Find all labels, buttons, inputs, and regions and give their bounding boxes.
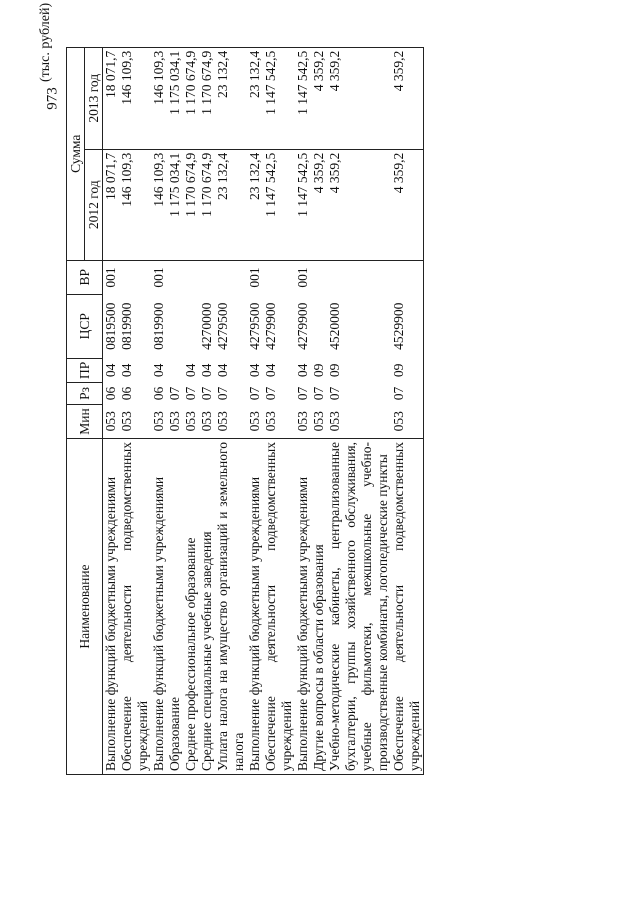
- cell-rz: 07: [327, 386, 342, 401]
- cell-y2013: 146 109,3: [119, 47, 151, 149]
- cell-pr: 04: [295, 363, 310, 378]
- cell-name: Выполнение функций бюджетными учреждениями: [295, 439, 311, 775]
- cell-csr: 4270000: [199, 302, 214, 350]
- cell-y2012: 23 132,4: [215, 149, 247, 260]
- cell-vr: [119, 260, 151, 294]
- cell-pr: 09: [327, 363, 342, 378]
- page-number: 973: [44, 87, 61, 110]
- cell-min: 053: [119, 411, 134, 432]
- cell-y2013: 1 147 542,5: [263, 47, 295, 149]
- cell-csr: 4279500: [247, 302, 262, 350]
- cell-rz: 07: [295, 386, 310, 401]
- header-pr: ПР: [67, 358, 103, 382]
- cell-y2013: 23 132,4: [215, 47, 247, 149]
- header-2013: 2013 год: [85, 47, 103, 149]
- cell-y2013: 1 170 674,9: [183, 47, 199, 149]
- table-row: [215, 47, 247, 774]
- cell-vr: 001: [247, 267, 262, 288]
- cell-rz: 07: [215, 386, 230, 401]
- cell-min: 053: [295, 411, 310, 432]
- table-row: [247, 47, 263, 774]
- cell-min: 053: [167, 411, 182, 432]
- cell-min: 053: [199, 411, 214, 432]
- cell-vr: [391, 260, 424, 294]
- cell-y2012: 146 109,3: [151, 149, 167, 260]
- cell-y2012: 1 170 674,9: [183, 149, 199, 260]
- cell-name: Обеспечение деятельности подведомственных учреждений: [263, 439, 295, 775]
- cell-min: 053: [151, 411, 166, 432]
- cell-csr: 4279900: [263, 302, 278, 350]
- table-row: [167, 47, 183, 774]
- table-row: [119, 47, 151, 774]
- cell-min: 053: [103, 411, 118, 432]
- cell-name: Учебно-методические кабинеты, централизованные бухгалтерии, группы хозяйственного обслуживания, учебные фильмотеки, межшкольные учебно-производственные комбинаты, логопедические пункты: [327, 439, 391, 775]
- cell-vr: [183, 260, 199, 294]
- cell-y2013: 18 071,7: [103, 47, 120, 149]
- cell-name: Средние специальные учебные заведения: [199, 439, 215, 775]
- cell-min: 053: [327, 411, 342, 432]
- cell-csr: [183, 294, 199, 358]
- cell-y2013: 146 109,3: [151, 47, 167, 149]
- cell-y2012: 18 071,7: [103, 149, 120, 260]
- units-label: (тыс. рублей): [38, 2, 53, 82]
- cell-name: Выполнение функций бюджетными учреждениями: [247, 439, 263, 775]
- cell-pr: 04: [263, 363, 278, 378]
- cell-y2012: 4 359,2: [327, 149, 391, 260]
- cell-name: Выполнение функций бюджетными учреждениями: [103, 439, 120, 775]
- cell-vr: [167, 260, 183, 294]
- cell-min: 053: [263, 411, 278, 432]
- cell-min: 053: [215, 411, 230, 432]
- cell-vr: 001: [103, 267, 118, 288]
- cell-csr: 4529900: [391, 294, 424, 358]
- cell-name: Среднее профессиональное образование: [183, 439, 199, 775]
- cell-rz: 07: [263, 386, 278, 401]
- cell-vr: [263, 260, 295, 294]
- table-row: [199, 47, 215, 774]
- cell-rz: 07: [167, 386, 182, 401]
- header-name: Наименование: [67, 439, 103, 775]
- cell-y2013: 1 170 674,9: [199, 47, 215, 149]
- cell-csr: [311, 294, 327, 358]
- cell-rz: 07: [247, 386, 262, 401]
- cell-y2012: 1 170 674,9: [199, 149, 215, 260]
- cell-y2013: 23 132,4: [247, 47, 263, 149]
- header-2012: 2012 год: [85, 149, 103, 260]
- table-row: [327, 47, 391, 774]
- cell-pr: 04: [199, 363, 214, 378]
- cell-csr: 0819900: [119, 302, 134, 350]
- cell-pr: 04: [119, 363, 134, 378]
- cell-y2013: 1 175 034,1: [167, 47, 183, 149]
- cell-y2012: 4 359,2: [311, 149, 327, 260]
- header-vr: ВР: [67, 260, 103, 294]
- cell-name: Образование: [167, 439, 183, 775]
- cell-y2012: 1 147 542,5: [295, 149, 311, 260]
- cell-csr: 4520000: [327, 302, 342, 350]
- cell-pr: 04: [103, 363, 118, 378]
- cell-pr: 09: [311, 363, 326, 378]
- cell-min: 053: [183, 411, 198, 432]
- cell-min: 053: [391, 405, 424, 439]
- cell-csr: 4279900: [295, 302, 310, 350]
- cell-min: 053: [311, 411, 326, 432]
- cell-pr: 04: [247, 363, 262, 378]
- cell-pr: 04: [183, 363, 198, 378]
- cell-name: Выполнение функций бюджетными учреждениями: [151, 439, 167, 775]
- cell-vr: [311, 260, 327, 294]
- cell-csr: 0819500: [103, 302, 118, 350]
- cell-pr: 04: [151, 363, 166, 378]
- header-sum: Сумма: [67, 47, 85, 260]
- cell-csr: [167, 294, 183, 358]
- cell-name: Обеспечение деятельности подведомственных учреждений: [391, 439, 424, 775]
- table-row: [151, 47, 167, 774]
- table-row: [183, 47, 199, 774]
- header-min: Мин: [67, 405, 103, 439]
- cell-y2013: 4 359,2: [391, 47, 424, 149]
- cell-rz: 06: [119, 386, 134, 401]
- cell-y2013: 1 147 542,5: [295, 47, 311, 149]
- table-body: [103, 47, 424, 774]
- cell-name: Другие вопросы в области образования: [311, 439, 327, 775]
- table-row: [295, 47, 311, 774]
- cell-y2013: 4 359,2: [327, 47, 391, 149]
- cell-vr: 001: [151, 267, 166, 288]
- cell-csr: 4279500: [215, 302, 230, 350]
- cell-rz: 07: [391, 383, 424, 405]
- cell-rz: 06: [151, 386, 166, 401]
- cell-vr: [199, 260, 215, 294]
- table-row: [103, 47, 120, 774]
- cell-vr: [327, 260, 391, 294]
- cell-name: Обеспечение деятельности подведомственных учреждений: [119, 439, 151, 775]
- budget-table: [66, 47, 424, 775]
- table-row: [311, 47, 327, 774]
- header-rz: Рз: [67, 383, 103, 405]
- cell-csr: 0819900: [151, 302, 166, 350]
- cell-y2012: 1 147 542,5: [263, 149, 295, 260]
- cell-y2012: 1 175 034,1: [167, 149, 183, 260]
- cell-vr: [215, 260, 247, 294]
- cell-pr: 04: [215, 363, 230, 378]
- header-csr: ЦСР: [67, 294, 103, 358]
- table-row: [391, 47, 424, 774]
- cell-y2013: 4 359,2: [311, 47, 327, 149]
- cell-name: Уплата налога на имущество организаций и земельного налога: [215, 439, 247, 775]
- cell-min: 053: [247, 411, 262, 432]
- cell-rz: 07: [199, 386, 214, 401]
- cell-pr: [167, 358, 183, 382]
- cell-pr: 09: [391, 358, 424, 382]
- cell-rz: 06: [103, 386, 118, 401]
- cell-vr: 001: [295, 267, 310, 288]
- table-row: [263, 47, 295, 774]
- cell-y2012: 146 109,3: [119, 149, 151, 260]
- cell-rz: 07: [183, 386, 198, 401]
- cell-y2012: 23 132,4: [247, 149, 263, 260]
- cell-rz: 07: [311, 386, 326, 401]
- cell-y2012: 4 359,2: [391, 149, 424, 260]
